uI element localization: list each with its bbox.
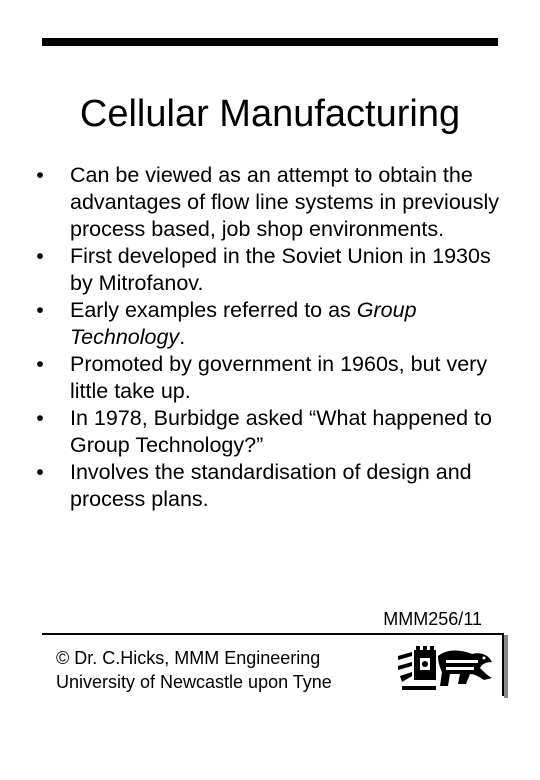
credit-line-2: University of Newcastle upon Tyne <box>56 672 332 692</box>
footer-credit <box>56 646 332 694</box>
slide-title: Cellular Manufacturing <box>79 93 461 135</box>
slide-reference: MMM256/11 <box>383 609 482 629</box>
footer-rule <box>42 633 504 635</box>
bullet-item <box>30 297 500 351</box>
bullet-text: First developed in the Soviet Union in 1930s by Mitrofanov. <box>70 244 491 295</box>
bullet-list <box>30 162 500 513</box>
bullet-dot: • <box>36 352 44 376</box>
bullet-item <box>30 351 500 405</box>
bullet-dot: • <box>36 244 44 268</box>
bullet-item <box>30 459 500 513</box>
bullet-text-before: Early examples referred to as <box>70 298 357 322</box>
bullet-text: Promoted by government in 1960s, but very little take up. <box>70 352 488 403</box>
bullet-item <box>30 405 500 459</box>
bullet-text: Can be viewed as an attempt to obtain the advantages of flow line systems in previously process based, job shop environments. <box>70 163 500 241</box>
top-rule <box>42 38 498 46</box>
bullet-text-after: . <box>179 325 186 349</box>
bullet-dot: • <box>36 460 44 484</box>
bullet-dot: • <box>36 406 44 430</box>
bullet-item <box>30 243 500 297</box>
bullet-dot: • <box>36 298 44 322</box>
bullet-item <box>30 162 500 243</box>
footer-shadow <box>504 635 508 698</box>
bullet-text: Involves the standardisation of design and process plans. <box>70 460 472 511</box>
footer-rule-vertical <box>502 633 504 696</box>
credit-line-1: © Dr. C.Hicks, MMM Engineering <box>56 648 321 668</box>
bullet-text: In 1978, Burbidge asked “What happened to Group Technology?” <box>70 406 492 457</box>
bullet-dot: • <box>36 163 44 187</box>
university-crest-lion-icon <box>396 642 496 694</box>
bullet-text-italic: Group Technology <box>70 298 417 349</box>
